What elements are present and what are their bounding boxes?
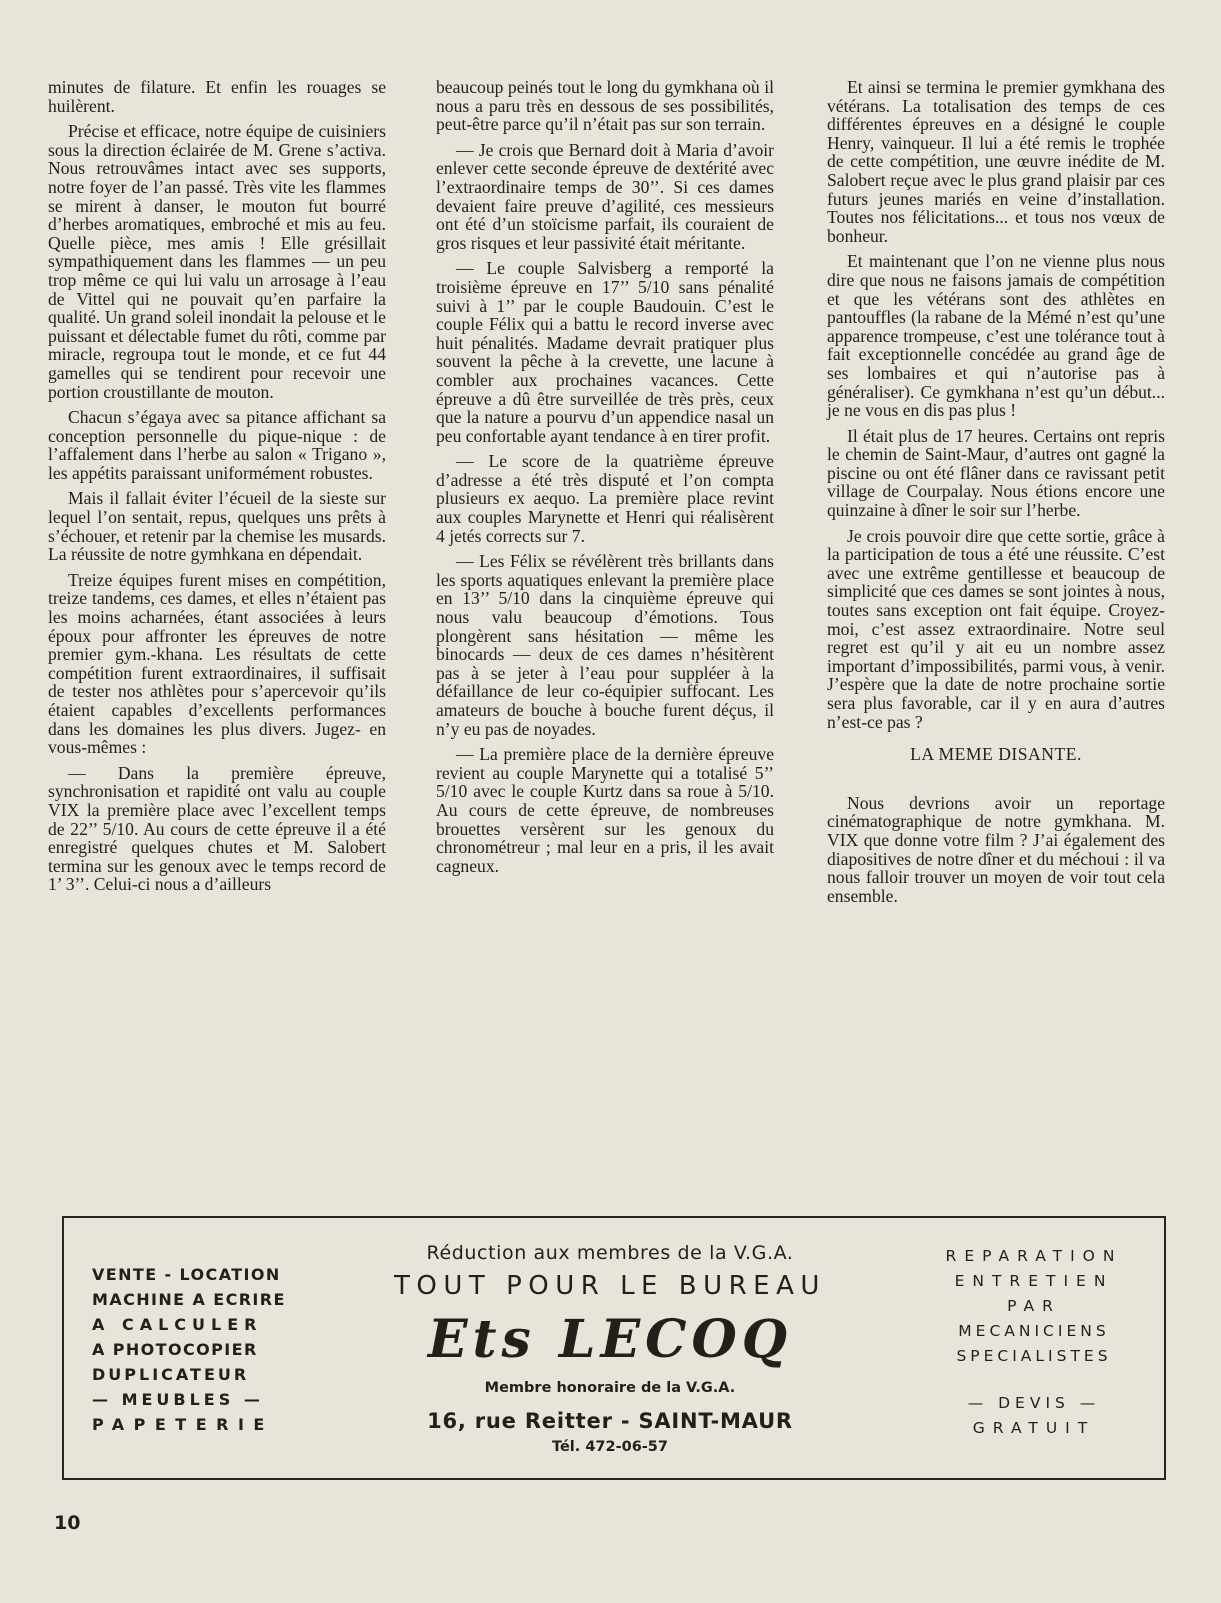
article-paragraph: Et ainsi se termina le premier gymkhana des vétérans. La totalisation des temps de ces différentes épreuves en a désigné le couple Henry, vainqueur. Il lui a été remis le trophée de cette compétition, une œuvre inédite de M. Salobert reçue avec le plus grand plaisir par ces futurs jeunes mariés en veine d’installation. Toutes nos félicitations... et tous nos vœux de bonheur.: [827, 77, 1165, 246]
ad-right-rule: [1164, 1218, 1166, 1480]
article-paragraph: — Dans la première épreuve, synchronisation et rapidité ont valu au couple VIX la première place avec l’excellent temps de 22’’ 5/10. Au cours de cette épreuve il a été enregistré quelques chutes et M. Salobert termina sur les genoux avec le temps record de 1’ 3’’. Celui-ci nous a d’ailleurs: [48, 762, 386, 895]
ad-address: 16, rue Reitter - SAINT-MAUR: [427, 1409, 793, 1433]
signature: LA MEME DISANTE.: [910, 744, 1082, 765]
ad-left-rule: [62, 1218, 64, 1480]
article-paragraph: Mais il fallait éviter l’écueil de la sieste sur lequel l’on sentait, repus, quelques uns prêts à s’échouer, et retenir par la chemise les musards. La réussite de notre gymhkana en dépendait.: [48, 488, 386, 565]
ad-left-line: MACHINE A ECRIRE: [92, 1290, 286, 1309]
ad-center-block: [340, 1240, 880, 1457]
ad-right-line: — DEVIS —: [967, 1394, 1101, 1412]
article-paragraph: minutes de filature. Et enfin les rouages se huilèrent.: [48, 77, 386, 116]
article-paragraph: Treize équipes furent mises en compétition, treize tandems, ces dames, et elles n’étaient pas les moins acharnées, étant associées à leurs époux pour affronter les épreuves de notre premier gym.-khana. Les résultats de cette compétition furent extraordinaires, il suffisait de tester nos athlètes pour s’apercevoir qu’ils étaient capables d’excellents performances dans les domaines les plus divers. Jugez- en vous-mêmes :: [48, 569, 386, 758]
article-paragraph: Je crois pouvoir dire que cette sortie, grâce à la participation de tous a été une réussite. C’est avec une extrême gentillesse et beaucoup de simplicité que ces dames se sont jointes à nous, toutes sans exception ont fait équipe. Croyez-moi, c’est assez extraordinaire. Notre seul regret est qu’il y ait eu un nombre assez important d’impossibilités, parmi vous, à venir. J’espère que la date de notre prochaine sortie sera plus favorable, car il y en aura d’autres n’est-ce pas ?: [827, 525, 1165, 732]
ad-member-note: Membre honoraire de la V.G.A.: [484, 1380, 736, 1396]
article-paragraph: — Le couple Salvisberg a remporté la troisième épreuve en 17’’ 5/10 sans pénalité suivi à 1’’ par le couple Baudouin. C’est le couple Félix qui a battu le record inverse avec huit pénalités. Madame devrait pratiquer plus souvent la pêche à la crevette, une lacune à combler aux prochaines vacances. Cette épreuve a dû être surveillée de très près, ceux que la nature a pourvu d’un appendice nasal un peu confortable ayant tendance à en tirer profit.: [436, 258, 774, 446]
ad-company-name: Ets LECOQ: [427, 1309, 793, 1370]
ad-reduction: Réduction aux membres de la V.G.A.: [426, 1242, 794, 1264]
ad-right-line: MECANICIENS: [958, 1322, 1110, 1340]
ad-right-line: GRATUIT: [972, 1419, 1096, 1437]
ad-left-line: — MEUBLES —: [92, 1390, 264, 1409]
article-column-1: [48, 78, 386, 901]
ad-right-line: ENTRETIEN: [954, 1272, 1114, 1290]
article-paragraph: — Le score de la quatrième épreuve d’adresse a été très disputé et l’on compta plusieurs ex aequo. La première place revint aux couples Marynette et Henri qui réalisèrent 4 jetés corrects sur 7.: [436, 451, 774, 546]
ad-bottom-rule: [62, 1478, 1166, 1480]
article-paragraph: — La première place de la dernière épreuve revient au couple Marynette qui a totalisé 5’’ 5/10 avec le couple Kurtz dans sa roue à 5/10. Au cours de cette épreuve, de nombreuses brouettes versèrent sur les genoux du chronométreur ; mal leur en a pris, il les avait cagneux.: [436, 744, 774, 876]
article-paragraph: beaucoup peinés tout le long du gymkhana où il nous a paru très en dessous de ses possibilités, peut-être parce qu’il n’était pas sur son terrain.: [436, 77, 774, 135]
article-column-3: [827, 78, 1165, 912]
ad-headline: TOUT POUR LE BUREAU: [394, 1271, 826, 1301]
article-paragraph: Il était plus de 17 heures. Certains ont repris le chemin de Saint-Maur, d’autres ont gagné la piscine ou ont été flâner dans ce ravissant petit village de Courpalay. Nous étions encore une quinzaine à dîner le soir sur l’herbe.: [827, 425, 1165, 521]
article-paragraph: Précise et efficace, notre équipe de cuisiniers sous la direction éclairée de M. Grene s’activa. Nous retrouvâmes intact avec ses supports, notre foyer de l’an passé. Très vite les flammes se mirent à danser, le mouton fut bourré d’herbes aromatiques, embroché et mis au feu. Quelle pièce, mes amis ! Elle grésillait sympathiquement dans les flammes — un peu trop même ce qui lui valu un arrosage à l’eau de Vittel qui ne pouvait qu’en parfaire la qualité. Un grand soleil inondait la pelouse et le puissant et délectable fumet du rôti, comme par miracle, regroupa tout le monde, et ce fut 44 gamelles qui se tendirent pour recevoir une portion croustillante de mouton.: [48, 121, 386, 402]
ad-right-line: SPECIALISTES: [956, 1347, 1112, 1365]
article-paragraph: — Je crois que Bernard doit à Maria d’avoir enlever cette seconde épreuve de dextérité avec l’extraordinaire temps de 30’’. Si ces dames devaient faire preuve d’agilité, ces messieurs ont été d’un stoïcisme parfait, ils couraient de gros risques et leur passivité était méritante.: [436, 139, 774, 253]
ad-left-line: DUPLICATEUR: [92, 1365, 250, 1384]
ad-right-line: REPARATION: [945, 1247, 1123, 1265]
ad-left-line: A CALCULER: [92, 1315, 263, 1334]
ad-left-line: VENTE - LOCATION: [92, 1265, 281, 1284]
ad-phone: Tél. 472-06-57: [552, 1439, 668, 1455]
ad-repair-list: [928, 1244, 1140, 1441]
ad-top-rule: [62, 1216, 1166, 1218]
article-paragraph: Et maintenant que l’on ne vienne plus nous dire que nous ne faisons jamais de compétition et que les vétérans sont des athlètes en pantouffles (la rabane de la Mémé n’est qu’une apparence trompeuse, c’est une tolérance tout à fait exceptionnelle concédée au grand âge de ses lombaires et qui n’autorise pas à généraliser). Ce gymkhana n’est qu’un début... je ne vous en dis pas plus !: [827, 251, 1165, 421]
article-paragraph: — Les Félix se révélèrent très brillants dans les sports aquatiques enlevant la première place en 13’’ 5/10 dans la cinquième épreuve qui nous valu beaucoup d’émotions. Tous plongèrent sans hésitation — même les binocards — deux de ces dames n’hésitèrent pas à se jeter à l’eau pour suppléer à la défaillance de leur co-équipier suffocant. Les amateurs de bouche à bouche furent déçus, il n’y eu pas de noyades.: [436, 551, 774, 739]
article-column-2: [436, 78, 774, 882]
ad-left-line: PAPETERIE: [92, 1415, 274, 1434]
article-paragraph: Nous devrions avoir un reportage cinématographique de notre gymkhana. M. VIX que donne votre film ? J’ai également des diapositives de notre dîner et du méchoui : il va nous falloir trouver un moyen de voir tout cela ensemble.: [827, 792, 1165, 906]
page-number: 10: [54, 1512, 81, 1534]
article-paragraph: Chacun s’égaya avec sa pitance affichant sa conception personnelle du pique-nique : de l’affalement dans l’herbe au salon « Trigano », les appétits paraissant uniformément robustes.: [48, 407, 386, 483]
ad-right-line: PAR: [1007, 1297, 1061, 1315]
ad-services-list: [92, 1262, 302, 1437]
ad-left-line: A PHOTOCOPIER: [92, 1340, 258, 1359]
